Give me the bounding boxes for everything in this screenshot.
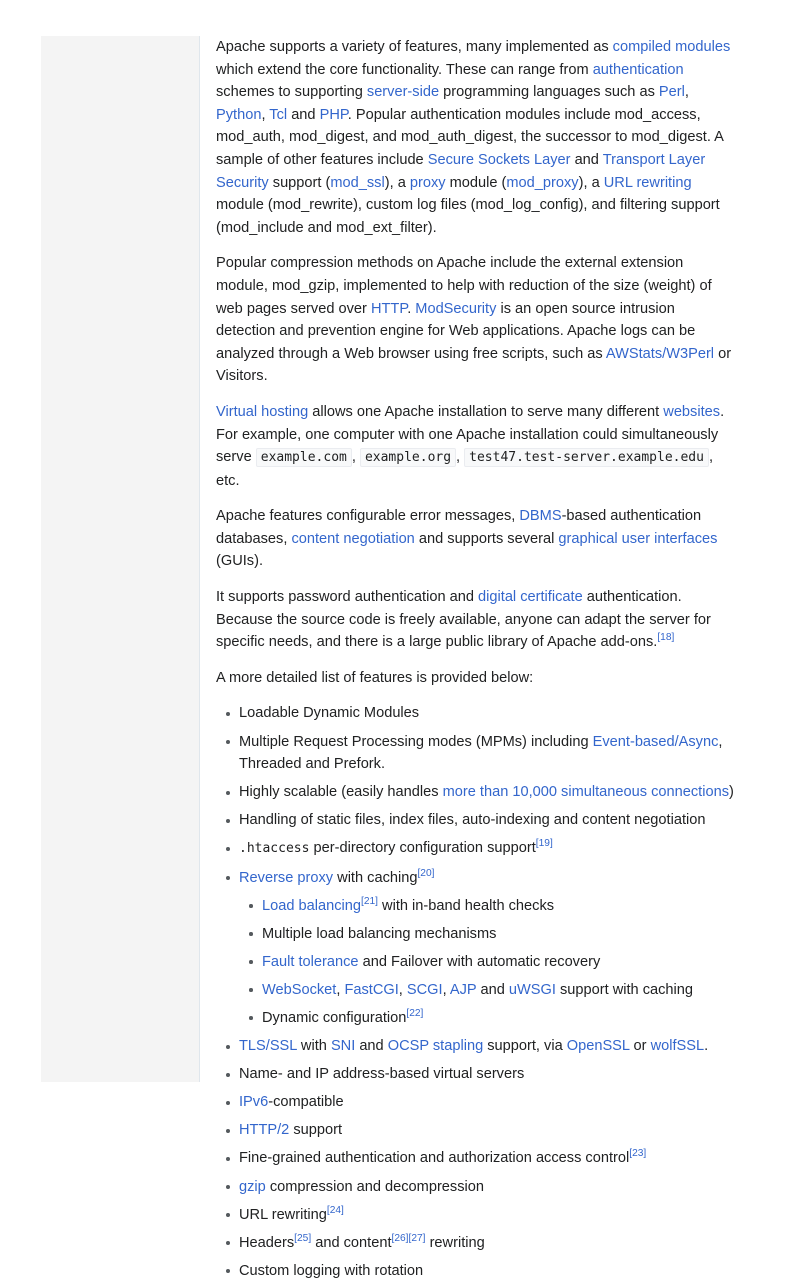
- link-websites[interactable]: websites: [663, 403, 721, 420]
- text-fragment: ): [729, 784, 734, 801]
- paragraph-list-intro: [216, 667, 738, 690]
- link-sni[interactable]: SNI: [330, 1038, 356, 1055]
- text-fragment: allows one Apache installation to serve many different: [308, 403, 664, 420]
- text-fragment: .: [704, 1038, 709, 1055]
- list-item: [239, 809, 738, 832]
- reference-23[interactable]: [629, 1149, 646, 1160]
- text-fragment: Apache features configurable error messages,: [216, 508, 520, 525]
- paragraph-features-intro: [216, 36, 738, 239]
- text-fragment: support with caching: [555, 981, 694, 998]
- text-fragment: (GUIs).: [216, 553, 264, 570]
- text-fragment: ,: [261, 106, 270, 123]
- text-fragment: and: [476, 981, 509, 998]
- link-fastcgi[interactable]: FastCGI: [344, 981, 399, 998]
- text-fragment: programming languages such as: [439, 84, 659, 101]
- link-http[interactable]: HTTP: [370, 300, 408, 317]
- reference-link[interactable]: [24]: [326, 1204, 344, 1216]
- link-tcl[interactable]: Tcl: [269, 106, 288, 123]
- link-openssl[interactable]: OpenSSL: [566, 1038, 630, 1055]
- link-digital-certificate[interactable]: digital certificate: [478, 589, 583, 606]
- link-authentication[interactable]: authentication: [592, 61, 684, 78]
- link-reverse-proxy[interactable]: Reverse proxy: [239, 869, 334, 886]
- text-fragment: or Visitors.: [216, 345, 732, 385]
- paragraph-virtual-hosting: [216, 401, 738, 492]
- code-htaccess: .htaccess: [239, 841, 310, 857]
- list-item: [239, 1232, 738, 1255]
- paragraph-error-messages: [216, 505, 738, 573]
- reference-link[interactable]: [21]: [361, 895, 378, 907]
- reference-link[interactable]: [19]: [535, 838, 553, 850]
- text-fragment: and: [570, 151, 603, 168]
- text-fragment: . Popular authentication modules include mod_access, mod_auth, mod_digest, and mod_auth_digest, the successor to mod_digest. A sample of other features include: [216, 106, 724, 168]
- reference-18[interactable]: [657, 632, 674, 643]
- article-content: [216, 36, 738, 1288]
- text-fragment: and: [287, 106, 320, 123]
- text-fragment: ,: [456, 449, 465, 466]
- list-item: [239, 1147, 738, 1170]
- list-item: [239, 1204, 738, 1227]
- text-fragment: Fine-grained authentication and authorization access control: [239, 1150, 630, 1167]
- list-item: [262, 1007, 738, 1030]
- link-content-negotiation[interactable]: content negotiation: [291, 530, 415, 547]
- reference-22[interactable]: [406, 1008, 423, 1019]
- link-ipv6[interactable]: IPv6: [239, 1094, 269, 1111]
- reference-link[interactable]: [25]: [294, 1232, 312, 1244]
- text-fragment: module (: [445, 174, 507, 191]
- text-fragment: and supports several: [414, 530, 559, 547]
- text-fragment: Multiple Request Processing modes (MPMs) including: [239, 733, 593, 750]
- text-fragment: support, via: [483, 1038, 567, 1055]
- link-graphical-user-interfaces[interactable]: graphical user interfaces: [558, 530, 718, 547]
- reference-25[interactable]: [294, 1233, 311, 1244]
- code-example-com: example.com: [256, 448, 352, 467]
- text-fragment: Popular compression methods on Apache include the external extension module, mod_gzip, implemented to help with reduction of the size (weight) of web pages served over: [216, 255, 712, 317]
- code-test-server-example-edu: test47.test-server.example.edu: [464, 448, 709, 467]
- text-fragment: support (: [268, 174, 331, 191]
- link-wolfssl[interactable]: wolfSSL: [650, 1038, 705, 1055]
- text-fragment: Loadable Dynamic Modules: [239, 705, 420, 722]
- list-item: [262, 951, 738, 974]
- link-websocket[interactable]: WebSocket: [262, 981, 337, 998]
- text-fragment: -compatible: [268, 1094, 344, 1111]
- list-item: [239, 1035, 738, 1058]
- text-fragment: compression and decompression: [265, 1178, 484, 1195]
- text-fragment: Highly scalable (easily handles: [239, 784, 443, 801]
- paragraph-compression: [216, 252, 738, 388]
- text-fragment: is an open source intrusion detection and prevention engine for Web applications. Apache logs can be analyzed through a Web browser using free scripts, such as: [216, 300, 696, 362]
- text-fragment: , Threaded and Prefork.: [239, 733, 723, 773]
- reference-link[interactable]: [22]: [406, 1008, 424, 1020]
- text-fragment: . For example, one computer with one Apache installation could simultaneously serve: [216, 403, 725, 466]
- reference-26[interactable]: [392, 1233, 409, 1244]
- text-fragment: ,: [684, 84, 689, 101]
- text-fragment: .: [407, 300, 416, 317]
- link-http2[interactable]: HTTP/2: [239, 1122, 290, 1139]
- text-fragment: or: [629, 1038, 651, 1055]
- link-fault-tolerance[interactable]: Fault tolerance: [262, 953, 359, 970]
- feature-list: [216, 702, 738, 1282]
- text-fragment: Name- and IP address-based virtual servers: [239, 1066, 525, 1083]
- text-fragment: ), a: [578, 174, 604, 191]
- link-awstats-w3perl[interactable]: AWStats/W3Perl: [605, 345, 715, 362]
- link-load-balancing[interactable]: Load balancing: [262, 897, 361, 914]
- link-gzip[interactable]: gzip: [239, 1178, 266, 1195]
- text-fragment: -based authentication databases,: [216, 508, 702, 547]
- link-server-side[interactable]: server-side: [366, 84, 440, 101]
- reference-20[interactable]: [417, 868, 434, 879]
- text-fragment: ,: [336, 981, 345, 998]
- reference-19[interactable]: [536, 839, 553, 850]
- list-item: [262, 895, 738, 918]
- link-c10k-connections[interactable]: more than 10,000 simultaneous connections: [442, 784, 729, 801]
- list-item: [239, 837, 738, 861]
- list-item: [262, 923, 738, 946]
- text-fragment: Dynamic configuration: [262, 1009, 407, 1026]
- text-fragment: module (mod_rewrite), custom log files (mod_log_config), and filtering support (mod_include and mod_ext_filter).: [216, 197, 720, 236]
- link-tls-ssl[interactable]: TLS/SSL: [239, 1038, 297, 1055]
- text-fragment: and content: [311, 1234, 392, 1251]
- link-secure-sockets-layer[interactable]: Secure Sockets Layer: [427, 151, 571, 168]
- sidebar-rail: [41, 36, 200, 1082]
- link-virtual-hosting[interactable]: Virtual hosting: [216, 403, 309, 420]
- text-fragment: rewriting: [425, 1234, 485, 1251]
- text-fragment: and Failover with automatic recovery: [358, 953, 601, 970]
- reference-link[interactable]: [18]: [657, 632, 675, 644]
- text-fragment: schemes to supporting: [216, 84, 367, 101]
- code-example-org: example.org: [360, 448, 456, 467]
- text-fragment: Multiple load balancing mechanisms: [262, 925, 497, 942]
- reference-link[interactable]: [26]: [391, 1232, 409, 1244]
- text-fragment: ,: [442, 981, 450, 998]
- list-item: [239, 781, 738, 804]
- link-proxy[interactable]: proxy: [409, 174, 446, 191]
- link-transport-layer-security[interactable]: Transport Layer Security: [216, 151, 706, 191]
- list-item: [239, 1091, 738, 1114]
- link-scgi[interactable]: SCGI: [406, 981, 443, 998]
- link-ocsp-stapling[interactable]: OCSP stapling: [387, 1038, 484, 1055]
- reference-link[interactable]: [27]: [408, 1232, 426, 1244]
- list-item: [239, 1063, 738, 1086]
- text-fragment: which extend the core functionality. These can range from: [216, 61, 593, 78]
- link-event-based-async[interactable]: Event-based/Async: [592, 733, 719, 750]
- link-uwsgi[interactable]: uWSGI: [508, 981, 556, 998]
- text-fragment: Custom logging with rotation: [239, 1262, 424, 1279]
- list-item: [239, 1260, 738, 1283]
- link-mod-proxy[interactable]: mod_proxy: [506, 174, 579, 191]
- list-item: [239, 702, 738, 725]
- link-modsecurity[interactable]: ModSecurity: [415, 300, 497, 317]
- link-url-rewriting[interactable]: URL rewriting: [603, 174, 692, 191]
- feature-sublist: [239, 895, 738, 1030]
- text-fragment: A more detailed list of features is provided below:: [216, 669, 534, 686]
- text-fragment: per-directory configuration support: [309, 840, 536, 857]
- reference-27[interactable]: [409, 1233, 426, 1244]
- text-fragment: It supports password authentication and: [216, 589, 479, 606]
- link-php[interactable]: PHP: [319, 106, 348, 123]
- list-item: [239, 1176, 738, 1199]
- paragraph-password-authentication: [216, 586, 738, 654]
- text-fragment: with: [296, 1038, 331, 1055]
- text-fragment: support: [289, 1122, 343, 1139]
- list-item: [262, 979, 738, 1002]
- text-fragment: ,: [398, 981, 407, 998]
- link-python[interactable]: Python: [216, 106, 262, 123]
- text-fragment: ), a: [384, 174, 410, 191]
- reference-link[interactable]: [23]: [629, 1148, 647, 1160]
- reference-24[interactable]: [327, 1205, 344, 1216]
- link-perl[interactable]: Perl: [658, 84, 685, 101]
- reference-21[interactable]: [361, 896, 378, 907]
- text-fragment: ,: [351, 449, 360, 466]
- text-fragment: , etc.: [216, 449, 714, 489]
- link-dbms[interactable]: DBMS: [519, 508, 562, 525]
- reference-link[interactable]: [20]: [417, 867, 435, 879]
- link-ajp[interactable]: AJP: [449, 981, 477, 998]
- list-item: [239, 1119, 738, 1142]
- text-fragment: Headers: [239, 1234, 295, 1251]
- text-fragment: with in-band health checks: [378, 897, 555, 914]
- text-fragment: with caching: [333, 869, 418, 886]
- link-mod-ssl[interactable]: mod_ssl: [330, 174, 385, 191]
- list-item: [239, 731, 738, 776]
- text-fragment: URL rewriting: [239, 1206, 327, 1223]
- text-fragment: and: [355, 1038, 388, 1055]
- text-fragment: authentication. Because the source code is freely available, anyone can adapt the server for specific needs, and there is a large public library of Apache add-ons.: [216, 589, 711, 651]
- list-item: [239, 867, 738, 1030]
- text-fragment: Handling of static files, index files, auto-indexing and content negotiation: [239, 812, 706, 829]
- link-compiled-modules[interactable]: compiled modules: [612, 39, 731, 55]
- text-fragment: Apache supports a variety of features, many implemented as: [216, 39, 613, 55]
